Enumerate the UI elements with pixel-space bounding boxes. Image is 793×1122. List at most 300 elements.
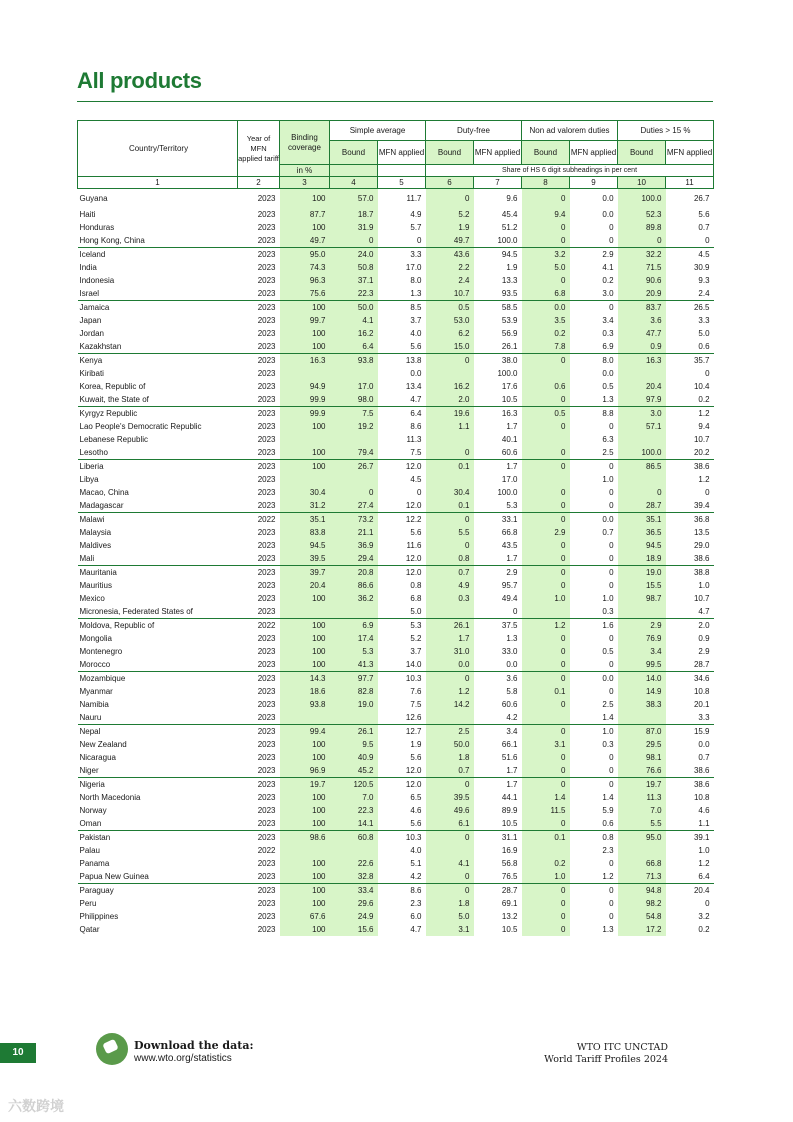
value-cell: 45.2 [330,764,378,778]
value-cell: 0.8 [410,581,422,590]
value-cell: 2023 [257,448,276,457]
value-cell: 98.7 [618,592,666,605]
country-cell: Namibia [79,700,109,709]
value-cell: 0 [705,899,710,908]
value-cell: 19.7 [280,778,330,792]
value-cell: 1.0 [698,846,710,855]
table-row [78,393,714,407]
table-row [78,327,714,340]
value-cell: 4.1 [602,263,614,272]
value-cell: 0.0 [570,513,618,527]
value-cell: 0 [426,189,474,209]
value-cell: 0.5 [602,647,614,656]
value-cell [330,605,378,619]
value-cell: 2022 [257,846,276,855]
country-cell: Lebanese Republic [79,435,148,444]
value-cell: 15.6 [330,923,378,936]
value-cell: 2.9 [618,619,666,633]
value-cell: 0.0 [698,740,710,749]
value-cell: 16.3 [280,354,330,368]
country-cell: Honduras [79,223,115,232]
header-mfn-applied: MFN applied [570,141,618,165]
value-cell: 0 [609,660,614,669]
value-cell: 2023 [238,354,280,368]
value-cell: 2023 [257,223,276,232]
value-cell: 0 [609,422,614,431]
value-cell: 19.2 [330,420,378,433]
value-cell: 5.7 [410,223,422,232]
table-row [78,526,714,539]
value-cell: 2.9 [474,566,522,580]
value-cell: 93.5 [501,289,518,298]
download-logo-icon[interactable] [96,1033,128,1065]
value-cell: 2023 [257,819,276,828]
value-cell: 3.4 [618,645,666,658]
value-cell: 2023 [257,634,276,643]
value-cell: 11.6 [406,541,422,550]
watermark: 六数跨境 [8,1098,64,1114]
value-cell: 32.8 [330,870,378,884]
value-cell: 99.7 [280,314,330,327]
value-cell: 94.5 [474,248,522,262]
country-cell: Niger [79,766,99,775]
value-cell [426,433,474,446]
value-cell: 28.7 [693,660,710,669]
table-row [78,248,714,262]
table-row [78,844,714,857]
value-cell: 1.8 [426,897,474,910]
country-cell: Hong Kong, China [79,236,145,245]
value-cell: 15.5 [618,579,666,592]
value-cell: 7.5 [330,407,378,421]
value-cell: 0 [522,189,570,209]
value-cell: 2022 [238,619,280,633]
table-row [78,314,714,327]
value-cell: 43.6 [426,248,474,262]
value-cell: 4.6 [698,806,710,815]
value-cell: 2023 [238,884,280,898]
value-cell: 2023 [257,329,276,338]
value-cell: 26.7 [693,194,710,203]
value-cell: 12.0 [378,460,426,474]
download-title: Download the data: [134,1039,254,1052]
value-cell: 38.8 [666,566,714,580]
value-cell: 15.0 [426,340,474,354]
value-cell: 0 [426,354,474,368]
column-number: 7 [474,177,522,189]
column-number: 11 [666,177,714,189]
value-cell: 35.1 [618,513,666,527]
download-link[interactable]: www.wto.org/statistics [134,1053,232,1064]
value-cell: 89.8 [618,221,666,234]
column-number: 4 [330,177,378,189]
value-cell: 35.7 [666,354,714,368]
value-cell: 2.5 [426,725,474,739]
value-cell: 0.2 [522,857,570,870]
value-cell: 2023 [257,912,276,921]
table-row [78,407,714,421]
column-number: 2 [238,177,280,189]
value-cell: 2023 [257,369,276,378]
value-cell: 4.0 [410,329,422,338]
value-cell: 120.5 [330,778,378,792]
publisher: WTO ITC UNCTAD [576,1042,668,1053]
value-cell: 0.3 [602,329,614,338]
value-cell: 0 [426,446,474,460]
value-cell: 10.3 [378,672,426,686]
value-cell: 12.0 [405,501,422,510]
value-cell: 2023 [257,210,276,219]
value-cell: 0 [618,486,666,499]
value-cell: 2023 [238,460,280,474]
value-cell: 0 [609,753,614,762]
header-bound: Bound [618,141,666,165]
value-cell: 100.0 [618,189,666,209]
country-cell: Mozambique [78,672,238,686]
value-cell: 0 [522,499,570,513]
value-cell: 9.5 [330,738,378,751]
value-cell: 52.3 [618,208,666,221]
value-cell: 49.6 [426,804,474,817]
value-cell: 24.9 [330,910,378,923]
value-cell: 2022 [238,513,280,527]
country-cell: Malaysia [79,528,112,537]
value-cell: 47.7 [618,327,666,340]
value-cell: 39.4 [693,501,710,510]
country-cell: Norway [79,806,107,815]
value-cell: 2023 [257,859,276,868]
value-cell: 0 [522,566,570,580]
value-cell: 100 [280,751,330,764]
value-cell: 4.0 [410,846,422,855]
value-cell: 2023 [238,301,280,315]
value-cell: 96.3 [280,274,330,287]
value-cell: 51.6 [501,753,518,762]
country-cell: New Zealand [79,740,127,749]
value-cell: 19.7 [618,778,666,792]
value-cell: 1.0 [698,581,710,590]
value-cell: 2.4 [698,289,710,298]
value-cell: 51.2 [501,223,518,232]
value-cell: 1.1 [426,420,474,433]
value-cell: 5.6 [410,819,422,828]
value-cell: 1.7 [506,422,518,431]
value-cell: 0 [705,488,710,497]
value-cell: 1.3 [506,634,518,643]
value-cell: 0.5 [602,382,614,391]
value-cell: 6.4 [330,340,378,354]
value-cell: 38.6 [693,554,710,563]
value-cell [330,433,378,446]
table-row [78,711,714,725]
country-cell: Lesotho [79,448,108,457]
value-cell: 3.0 [602,289,614,298]
value-cell: 2023 [257,554,276,563]
value-cell: 2.0 [426,393,474,407]
country-cell: Kiribati [79,369,104,378]
value-cell [280,844,330,857]
header-bound: Bound [426,141,474,165]
value-cell: 29.0 [693,541,710,550]
value-cell: 22.3 [330,804,378,817]
value-cell: 2023 [257,925,276,934]
value-cell: 0 [513,607,518,616]
value-cell: 13.3 [501,276,518,285]
country-cell: Korea, Republic of [79,382,146,391]
value-cell: 2023 [257,488,276,497]
value-cell: 10.5 [501,395,518,404]
value-cell: 100 [280,446,330,460]
value-cell: 95.7 [501,581,518,590]
value-cell: 2023 [257,501,276,510]
value-cell [522,367,570,380]
table-row [78,189,714,209]
value-cell: 100 [280,884,330,898]
value-cell: 2023 [257,713,276,722]
value-cell: 2023 [238,778,280,792]
value-cell: 32.2 [618,248,666,262]
table-row [78,380,714,393]
value-cell: 1.2 [522,619,570,633]
value-cell: 100 [280,189,330,209]
value-cell: 74.3 [280,261,330,274]
value-cell: 0 [609,554,614,563]
value-cell: 26.5 [666,301,714,315]
value-cell: 22.3 [330,287,378,301]
value-cell: 0.2 [698,395,710,404]
country-cell: Indonesia [79,276,115,285]
value-cell: 2023 [257,740,276,749]
value-cell: 2023 [257,194,276,203]
value-cell: 99.5 [618,658,666,672]
value-cell [426,367,474,380]
value-cell: 18.7 [330,208,378,221]
value-cell: 0 [522,632,570,645]
table-row [78,632,714,645]
value-cell: 1.9 [506,263,518,272]
country-cell: Madagascar [79,501,124,510]
value-cell: 98.6 [280,831,330,845]
value-cell: 0.0 [602,210,614,219]
value-cell: 20.1 [693,700,710,709]
value-cell: 2023 [257,872,276,881]
value-cell: 0 [522,420,570,433]
value-cell: 2023 [257,263,276,272]
value-cell: 0 [417,236,422,245]
value-cell: 4.6 [410,806,422,815]
country-cell: Guyana [79,194,108,203]
value-cell: 13.2 [501,912,518,921]
value-cell: 97.9 [618,393,666,407]
country-cell: Qatar [79,925,100,934]
country-cell: Oman [79,819,102,828]
value-cell: 12.6 [405,713,422,722]
value-cell: 1.4 [522,791,570,804]
value-cell: 43.5 [501,541,518,550]
value-cell: 0.0 [602,369,614,378]
country-cell: Nepal [78,725,238,739]
value-cell: 2.3 [410,899,422,908]
value-cell: 24.0 [330,248,378,262]
value-cell: 38.3 [618,698,666,711]
table-row [78,552,714,566]
table-row [78,725,714,739]
value-cell: 5.5 [618,817,666,831]
value-cell: 0 [330,486,378,499]
value-cell: 0 [522,354,570,368]
table-row [78,619,714,633]
value-cell: 3.0 [618,407,666,421]
value-cell: 0.6 [522,380,570,393]
value-cell: 1.7 [506,766,518,775]
value-cell: 7.5 [410,700,422,709]
value-cell: 100 [280,804,330,817]
table-row [78,446,714,460]
value-cell: 98.2 [618,897,666,910]
value-cell: 0 [330,234,378,248]
value-cell: 26.1 [501,342,518,351]
value-cell: 2023 [257,793,276,802]
table-row [78,460,714,474]
value-cell: 1.6 [570,619,618,633]
value-cell: 2023 [257,700,276,709]
value-cell: 0.9 [618,340,666,354]
table-row [78,764,714,778]
value-cell: 0.6 [698,342,710,351]
value-cell: 2023 [257,647,276,656]
value-cell: 6.3 [602,435,614,444]
value-cell: 93.8 [330,354,378,368]
value-cell: 0.8 [426,552,474,566]
value-cell: 2.5 [602,700,614,709]
value-cell: 0.1 [522,831,570,845]
column-number: 8 [522,177,570,189]
value-cell: 94.8 [618,884,666,898]
value-cell: 39.5 [280,552,330,566]
value-cell: 99.4 [280,725,330,739]
value-cell: 6.4 [378,407,426,421]
value-cell: 29.6 [330,897,378,910]
value-cell: 0 [522,446,570,460]
page-title: All products [77,68,202,93]
table-row [78,791,714,804]
value-cell: 6.9 [330,619,378,633]
value-cell: 0 [609,859,614,868]
value-cell: 12.0 [378,566,426,580]
value-cell: 0 [522,725,570,739]
value-cell: 0 [522,897,570,910]
value-cell: 16.3 [618,354,666,368]
value-cell: 0 [522,221,570,234]
header-mfn-applied: MFN applied [666,141,714,165]
value-cell: 100 [280,460,330,474]
value-cell: 17.4 [330,632,378,645]
header-bound: Bound [522,141,570,165]
value-cell: 2023 [257,594,276,603]
value-cell: 100 [280,738,330,751]
value-cell: 0 [522,764,570,778]
value-cell: 39.5 [426,791,474,804]
value-cell: 12.0 [405,766,422,775]
country-cell: Moldova, Republic of [78,619,238,633]
value-cell: 49.4 [501,594,518,603]
value-cell: 14.0 [405,660,422,669]
table-row [78,831,714,845]
value-cell: 0 [426,672,474,686]
value-cell [522,433,570,446]
value-cell: 4.5 [666,248,714,262]
header-mfn-applied: MFN applied [378,141,426,165]
value-cell: 0 [609,912,614,921]
value-cell: 2.2 [426,261,474,274]
header-year: Year of MFN applied tariff [238,121,280,177]
value-cell: 50.0 [330,301,378,315]
value-cell: 1.2 [698,859,710,868]
value-cell: 31.0 [426,645,474,658]
value-cell: 2023 [257,607,276,616]
value-cell: 36.9 [330,539,378,552]
value-cell: 66.8 [501,528,518,537]
value-cell: 99.9 [280,407,330,421]
value-cell: 2023 [257,382,276,391]
table-row [78,287,714,301]
value-cell: 3.3 [698,713,710,722]
publication-title: World Tariff Profiles 2024 [544,1054,668,1065]
value-cell: 1.2 [698,475,710,484]
value-cell: 8.0 [570,354,618,368]
value-cell [330,473,378,486]
value-cell: 0 [426,513,474,527]
value-cell [522,473,570,486]
value-cell: 31.9 [330,221,378,234]
value-cell: 17.2 [618,923,666,936]
value-cell: 5.6 [410,753,422,762]
value-cell: 7.0 [330,791,378,804]
value-cell: 1.2 [426,685,474,698]
country-cell: Iceland [78,248,238,262]
value-cell: 10.7 [693,594,710,603]
header-duty-free: Duty-free [426,121,522,141]
table-row [78,274,714,287]
value-cell: 3.1 [522,738,570,751]
table-row [78,804,714,817]
header-simple-average: Simple average [330,121,426,141]
value-cell [618,367,666,380]
value-cell: 95.0 [618,831,666,845]
value-cell: 3.7 [410,316,422,325]
country-cell: Kazakhstan [79,342,122,351]
value-cell: 69.1 [501,899,518,908]
column-number: 3 [280,177,330,189]
value-cell: 1.9 [426,221,474,234]
value-cell: 71.3 [618,870,666,884]
value-cell: 54.8 [618,910,666,923]
value-cell: 1.8 [426,751,474,764]
value-cell: 9.4 [698,422,710,431]
table-row [78,645,714,658]
value-cell: 0.2 [522,327,570,340]
value-cell: 31.1 [474,831,522,845]
table-row [78,605,714,619]
value-cell: 7.6 [410,687,422,696]
value-cell: 5.5 [426,526,474,539]
value-cell: 2023 [257,342,276,351]
country-cell: Philippines [79,912,119,921]
value-cell: 4.9 [410,210,422,219]
value-cell: 2.9 [698,647,710,656]
value-cell: 0.2 [602,276,614,285]
value-cell: 37.1 [330,274,378,287]
